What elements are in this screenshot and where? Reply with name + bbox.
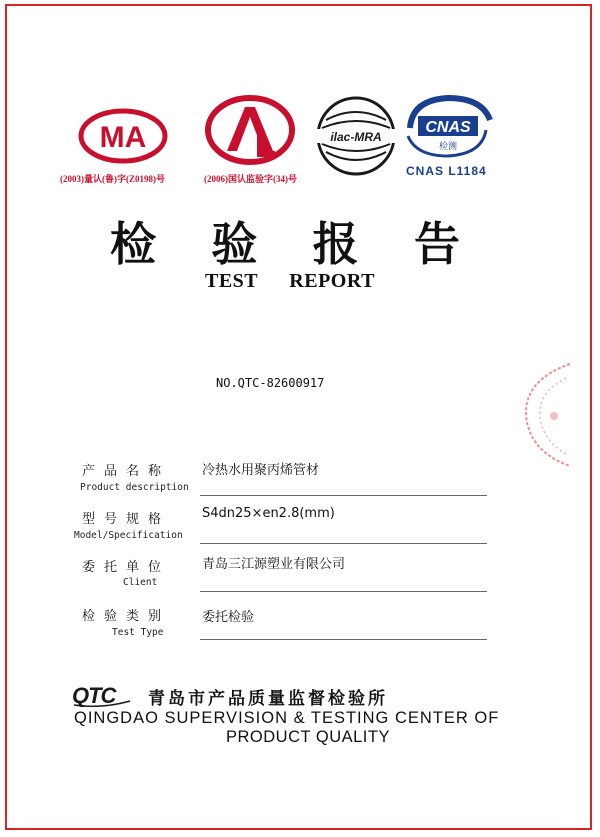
field-value-client: 青岛三江源塑业有限公司	[202, 557, 346, 572]
field-label-type: 检验类别	[82, 609, 171, 624]
title-char: 检	[110, 217, 156, 271]
ilac-mra-logo	[314, 96, 398, 176]
field-label-product-en: Product description	[80, 482, 189, 493]
report-number: NO.QTC-82600917	[216, 376, 325, 390]
field-label-model-en: Model/Specification	[74, 530, 183, 541]
field-label-client: 委托单位	[82, 560, 171, 575]
cal-logo	[205, 95, 295, 165]
cma-logo	[78, 108, 168, 164]
title-char: 报	[312, 217, 359, 271]
field-label-type-en: Test Type	[112, 627, 164, 638]
title-char: 告	[413, 217, 460, 271]
field-underline	[200, 639, 487, 640]
field-underline	[200, 591, 487, 592]
report-title-en: TEST REPORT	[205, 270, 375, 292]
svg-text:QTC: QTC	[72, 683, 116, 707]
svg-text:MA: MA	[99, 121, 147, 154]
cal-code: (2006)国认监验字(34)号	[204, 174, 297, 184]
cnas-code: CNAS L1184	[406, 164, 487, 178]
title-char: 验	[211, 217, 258, 271]
field-label-client-en: Client	[123, 577, 158, 588]
field-label-product: 产品名称	[82, 464, 171, 479]
report-title-cn	[110, 208, 460, 274]
institution-name-cn: 青岛市产品质量监督检验所	[148, 689, 388, 709]
svg-text:检测: 检测	[438, 142, 458, 152]
seal-stamp	[520, 360, 580, 470]
field-value-product: 冷热水用聚丙烯管材	[202, 463, 320, 478]
field-value-type: 委托检验	[202, 610, 255, 625]
field-value-model: S4dn25×en2.8(mm)	[202, 506, 335, 521]
institution-name-en: QINGDAO SUPERVISION & TESTING CENTER OF	[74, 709, 500, 727]
cma-code: (2003)量认(鲁)字(Z0198)号	[60, 174, 165, 184]
field-underline	[200, 495, 487, 496]
svg-text:CNAS: CNAS	[425, 119, 471, 136]
field-underline	[200, 543, 487, 544]
svg-text:ilac-MRA: ilac-MRA	[330, 130, 382, 144]
institution-name-en-line2: PRODUCT QUALITY	[226, 728, 390, 746]
cnas-logo	[402, 94, 494, 158]
field-label-model: 型号规格	[82, 512, 171, 527]
qtc-logo	[72, 683, 134, 707]
